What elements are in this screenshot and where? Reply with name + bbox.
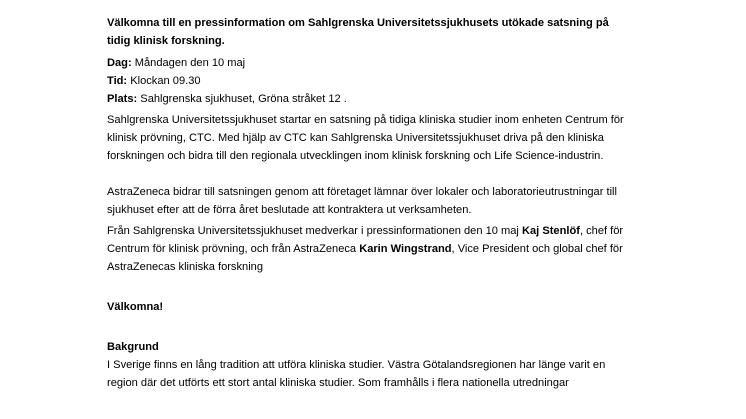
meta-place: [107, 90, 627, 108]
meta-place-label: Plats:: [107, 93, 138, 105]
meta-time-value: Klockan 09.30: [127, 75, 201, 87]
participants-text-1: Från Sahlgrenska Universitetssjukhuset medverkar i pressinformationen den 10 maj: [107, 225, 522, 237]
paragraph-participants: [107, 222, 627, 276]
welcome-text: Välkomna!: [107, 301, 164, 313]
meta-day-label: Dag:: [107, 57, 132, 69]
meta-day-value: Måndagen den 10 maj: [131, 57, 246, 69]
meta-time-label: Tid:: [107, 75, 128, 87]
background-text: I Sverige finns en lång tradition att utföra kliniska studier. Västra Götalandsregionen har länge varit en region där det utförts ett stort antal kliniska studier. Som framhålls i flera nationella utredningar: [107, 359, 606, 389]
participants-text-3: , Vice President och global chef för AstraZenecas kliniska forskning: [107, 243, 623, 273]
participants-text-2: , chef för Centrum för klinisk prövning, och från AstraZeneca: [107, 225, 624, 255]
meta-place-value: Sahlgrenska sjukhuset, Gröna stråket 12 .: [137, 93, 347, 105]
press-release-document: [107, 14, 627, 392]
background-heading: Bakgrund: [107, 341, 159, 353]
paragraph-astrazeneca: AstraZeneca bidrar till satsningen genom att företaget lämnar över lokaler och laboratorieutrustningar till sjukhuset efter att de förra året beslutade att kontraktera ut verksamheten.: [107, 186, 617, 216]
participant-name-2: Karin Wingstrand: [359, 243, 452, 255]
meta-time: [107, 72, 627, 90]
participant-name-1: Kaj Stenlöf: [521, 225, 580, 237]
paragraph-ctc: Sahlgrenska Universitetssjukhuset startar en satsning på tidiga kliniska studier inom enheten Centrum för klinisk prövning, CTC. Med hjälp av CTC kan Sahlgrenska Universitetssjukhuset driva på den kliniska forskningen och bidra till den regionala utvecklingen inom klinisk forskning och Life Science-industrin.: [107, 114, 624, 162]
headline: Välkomna till en pressinformation om Sahlgrenska Universitetssjukhusets utökade satsning på tidig klinisk forskning.: [107, 17, 609, 47]
meta-day: [107, 54, 627, 72]
